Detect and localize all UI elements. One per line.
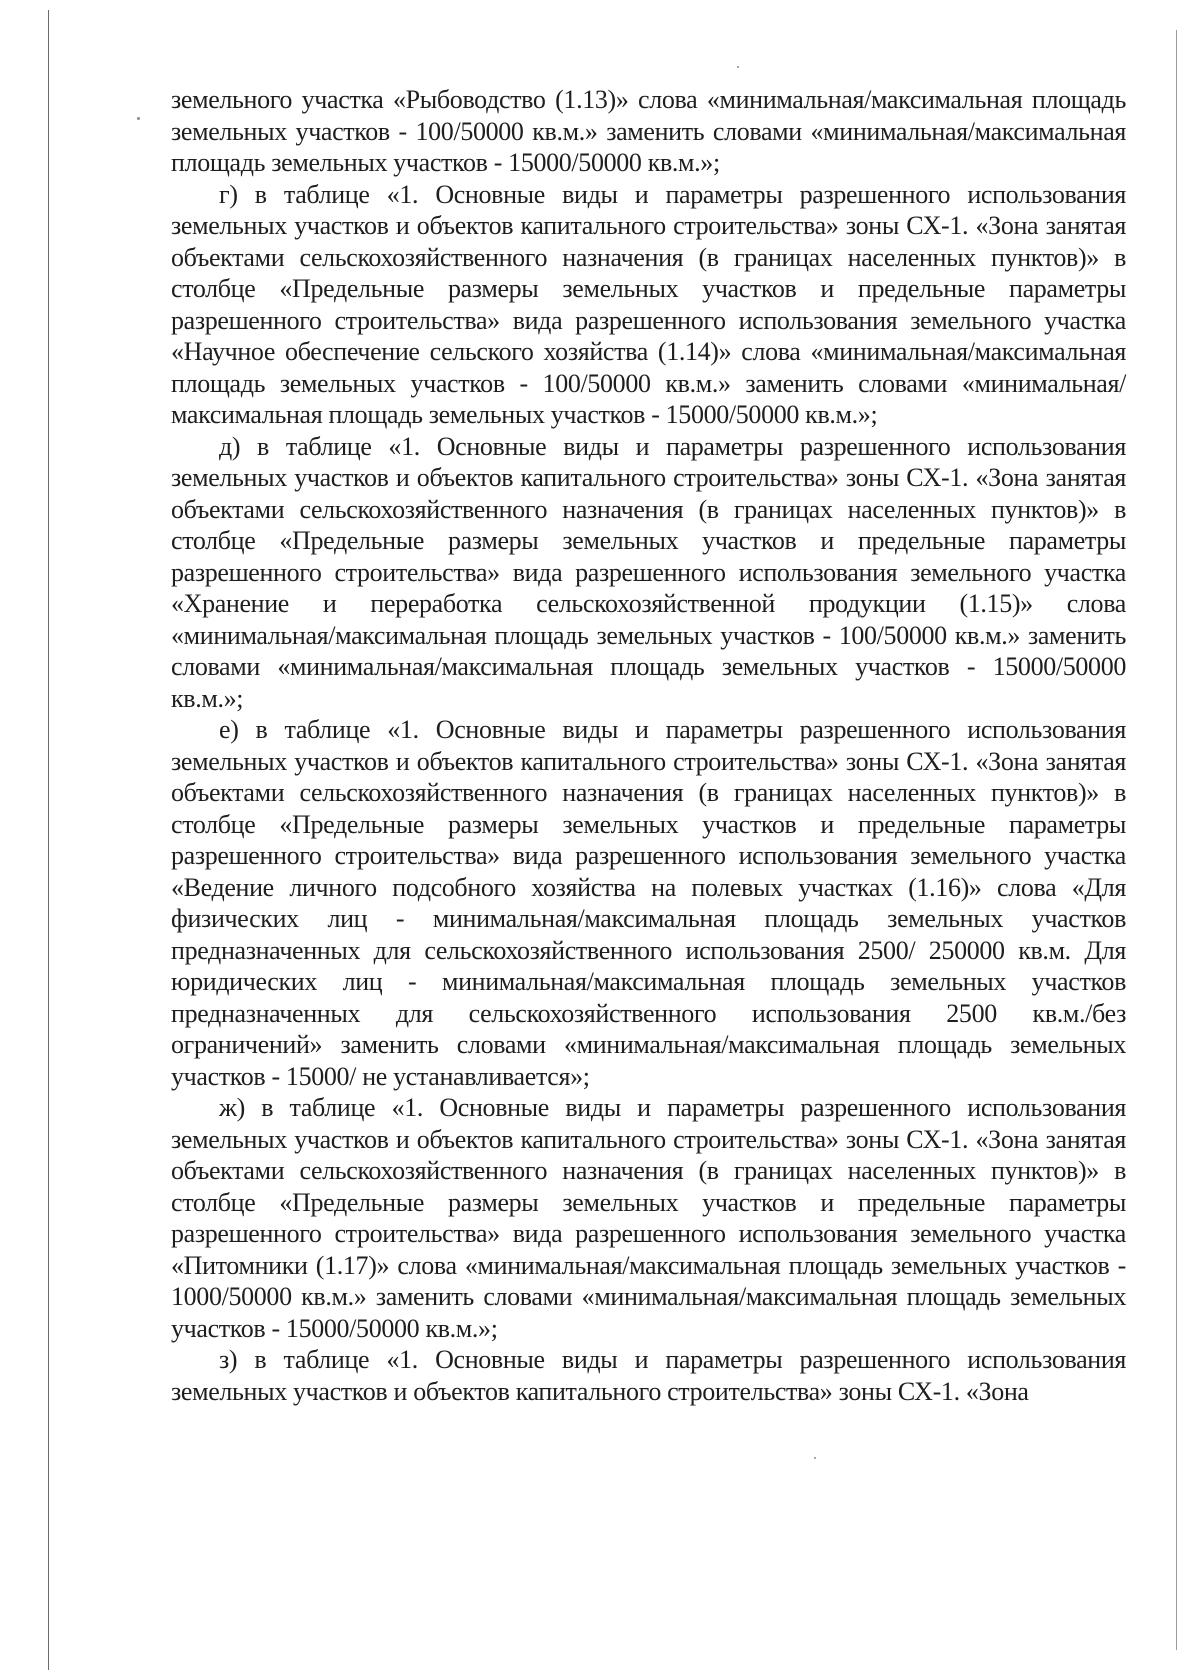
scan-speck: [814, 1457, 816, 1459]
paragraph-item-zh: ж) в таблице «1. Основные виды и параметры разрешенного использования земельных участков и объектов капитального строительства» зоны СХ-1. «Зона занятая объектами сельскохозяйственного назначения (в границах населенных пунктов)» в столбце «Предельные размеры земельных участков и предельные параметры разрешенного строительства» вида разрешенного использования земельного участка «Питомники (1.17)» слова «минимальная/максимальная площадь земельных участков - 1000/50000 кв.м.» заменить словами «минимальная/максимальная площадь земельных участков - 15000/50000 кв.м.»;: [171, 1093, 1126, 1343]
paragraph-item-d: д) в таблице «1. Основные виды и параметры разрешенного использования земельных участков и объектов капитального строительства» зоны СХ-1. «Зона занятая объектами сельскохозяйственного назначения (в границах населенных пунктов)» в столбце «Предельные размеры земельных участков и предельные параметры разрешенного строительства» вида разрешенного использования земельного участка «Хранение и переработка сельскохозяйственной продукции (1.15)» слова «минимальная/максимальная площадь земельных участков - 100/50000 кв.м.» заменить словами «минимальная/максимальная площадь земельных участков - 15000/50000 кв.м.»;: [171, 431, 1126, 713]
paragraph-continuation: земельного участка «Рыбоводство (1.13)» слова «минимальная/максимальная площадь земельных участков - 100/50000 кв.м.» заменить словами «минимальная/максимальная площадь земельных участков - 15000/50000 кв.м.»;: [171, 85, 1126, 177]
scan-speck: [737, 66, 739, 68]
document-body: [171, 84, 1126, 1407]
paragraph-item-e: е) в таблице «1. Основные виды и параметры разрешенного использования земельных участков и объектов капитального строительства» зоны СХ-1. «Зона занятая объектами сельскохозяйственного назначения (в границах населенных пунктов)» в столбце «Предельные размеры земельных участков и предельные параметры разрешенного строительства» вида разрешенного использования земельного участка «Ведение личного подсобного хозяйства на полевых участках (1.16)» слова «Для физических лиц - минимальная/максимальная площадь земельных участков предназначенных для сельскохозяйственного использования 2500/ 250000 кв.м. Для юридических лиц - минимальная/максимальная площадь земельных участков предназначенных для сельскохозяйственного использования 2500 кв.м./без ограничений» заменить словами «минимальная/максимальная площадь земельных участков - 15000/ не устанавливается»;: [171, 715, 1126, 1091]
paragraph-item-g: г) в таблице «1. Основные виды и параметры разрешенного использования земельных участков и объектов капитального строительства» зоны СХ-1. «Зона занятая объектами сельскохозяйственного назначения (в границах населенных пунктов)» в столбце «Предельные размеры земельных участков и предельные параметры разрешенного строительства» вида разрешенного использования земельного участка «Научное обеспечение сельского хозяйства (1.14)» слова «минимальная/максимальная площадь земельных участков - 100/50000 кв.м.» заменить словами «минимальная/максимальная площадь земельных участков - 15000/50000 кв.м.»;: [171, 179, 1126, 429]
scan-left-edge: [48, 10, 49, 1670]
paragraph-item-z: з) в таблице «1. Основные виды и параметры разрешенного использования земельных участков и объектов капитального строительства» зоны СХ-1. «Зона: [171, 1345, 1126, 1406]
scan-speck: [137, 117, 140, 120]
scan-right-edge: [1176, 30, 1177, 1650]
